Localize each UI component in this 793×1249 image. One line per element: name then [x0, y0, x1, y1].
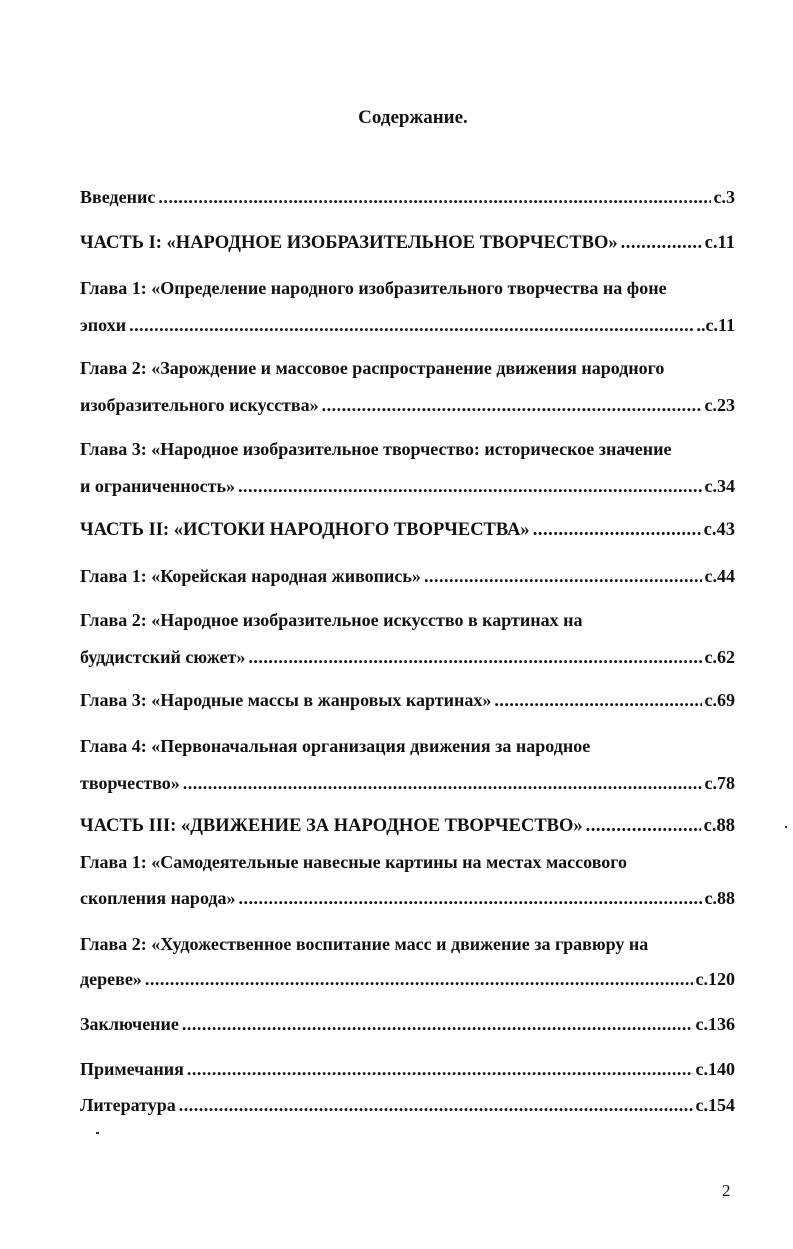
toc-entry-title: Глава 1: «Корейская народная живопись» [80, 566, 421, 586]
toc-entry-title: творчество» [80, 773, 180, 793]
toc-entry-part-1-chapter-2-title: Глава 2: «Зарождение и массовое распространение движения народного [80, 358, 665, 378]
toc-dot-leader [187, 1056, 693, 1082]
toc-entry-part-2-chapter-2 [80, 644, 735, 670]
toc-entry-title: Примечания [80, 1059, 184, 1079]
scan-speck [96, 1132, 99, 1134]
toc-entry-part-2 [80, 517, 735, 543]
toc-dot-leader [322, 392, 702, 418]
toc-entry-introduction [80, 184, 735, 210]
toc-entry-page: с.136 [695, 1014, 735, 1034]
toc-dot-leader [248, 644, 701, 670]
toc-entry-part-1 [80, 230, 735, 256]
toc-entry-title: буддистский сюжет» [80, 647, 246, 667]
toc-dot-leader [621, 230, 702, 256]
toc-entry-part-3 [80, 813, 735, 839]
toc-entry-part-2-chapter-3 [80, 687, 735, 713]
toc-entry-page: с.3 [713, 187, 735, 207]
toc-entry-part-1-chapter-1 [80, 312, 735, 338]
toc-dot-leader [129, 312, 693, 338]
toc-entry-page: с.23 [704, 395, 735, 415]
toc-dot-leader [182, 1011, 693, 1037]
toc-entry-part-2-chapter-1 [80, 563, 735, 589]
toc-dot-leader [494, 687, 701, 713]
toc-entry-notes [80, 1056, 735, 1082]
toc-dot-leader [424, 563, 702, 589]
toc-entry-title: Заключение [80, 1014, 179, 1034]
toc-entry-conclusion [80, 1011, 735, 1037]
toc-entry-page: ..с.11 [696, 315, 735, 335]
toc-entry-page: с.34 [704, 476, 735, 496]
toc-entry-page: с.140 [695, 1059, 735, 1079]
toc-entry-title: Литература [80, 1095, 176, 1115]
toc-dot-leader [145, 966, 693, 992]
toc-entry-page: с.62 [704, 647, 735, 667]
toc-entry-title: изобразительного искусства» [80, 395, 319, 415]
toc-entry-title: скопления народа» [80, 888, 236, 908]
toc-entry-bibliography [80, 1092, 735, 1118]
toc-entry-title: Введенис [80, 187, 156, 207]
toc-entry-part-3-chapter-1 [80, 885, 735, 911]
scan-speck [785, 826, 787, 828]
toc-entry-title: ЧАСТЬ II: «ИСТОКИ НАРОДНОГО ТВОРЧЕСТВА» [80, 520, 530, 540]
toc-entry-part-1-chapter-3 [80, 473, 735, 499]
toc-entry-title: эпохи [80, 315, 127, 335]
toc-entry-title: ЧАСТЬ III: «ДВИЖЕНИЕ ЗА НАРОДНОЕ ТВОРЧЕСТВО» [80, 816, 583, 836]
toc-entry-part-3-chapter-2 [80, 966, 735, 992]
toc-dot-leader [183, 770, 702, 796]
toc-dot-leader [586, 813, 701, 839]
toc-entry-page: с.11 [704, 233, 735, 253]
toc-dot-leader [179, 1092, 693, 1118]
toc-dot-leader [238, 473, 701, 499]
toc-entry-title: и ограниченность» [80, 476, 236, 496]
toc-dot-leader [239, 885, 702, 911]
toc-dot-leader [533, 517, 701, 543]
toc-entry-part-2-chapter-2-title: Глава 2: «Народное изобразительное искусство в картинах на [80, 610, 583, 630]
toc-entry-page: с.69 [704, 690, 735, 710]
toc-entry-page: с.154 [695, 1095, 735, 1115]
toc-entry-part-1-chapter-1-title: Глава 1: «Определение народного изобразительного творчества на фоне [80, 278, 667, 298]
toc-entry-page: с.43 [703, 520, 735, 540]
toc-entry-part-2-chapter-4 [80, 770, 735, 796]
toc-entry-page: с.78 [704, 773, 735, 793]
page-number: 2 [722, 1181, 731, 1200]
toc-entry-page: с.44 [704, 566, 735, 586]
toc-entry-title: дереве» [80, 969, 142, 989]
toc-entry-part-1-chapter-2 [80, 392, 735, 418]
toc-entry-part-1-chapter-3-title: Глава 3: «Народное изобразительное творчество: историческое значение [80, 439, 672, 459]
toc-entry-page: с.88 [704, 888, 735, 908]
toc-entry-title: Глава 3: «Народные массы в жанровых картинах» [80, 690, 492, 710]
toc-entry-part-3-chapter-2-title: Глава 2: «Художественное воспитание масс и движение за гравюру на [80, 934, 649, 954]
toc-entry-page: с.120 [695, 969, 735, 989]
page-title: Содержание. [358, 107, 468, 128]
toc-dot-leader [158, 184, 710, 210]
toc-entry-part-3-chapter-1-title: Глава 1: «Самодеятельные навесные картины на местах массового [80, 852, 628, 872]
toc-entry-part-2-chapter-4-title: Глава 4: «Первоначальная организация движения за народное [80, 736, 591, 756]
toc-entry-title: ЧАСТЬ I: «НАРОДНОЕ ИЗОБРАЗИТЕЛЬНОЕ ТВОРЧЕСТВО» [80, 233, 618, 253]
toc-entry-page: с.88 [703, 816, 735, 836]
